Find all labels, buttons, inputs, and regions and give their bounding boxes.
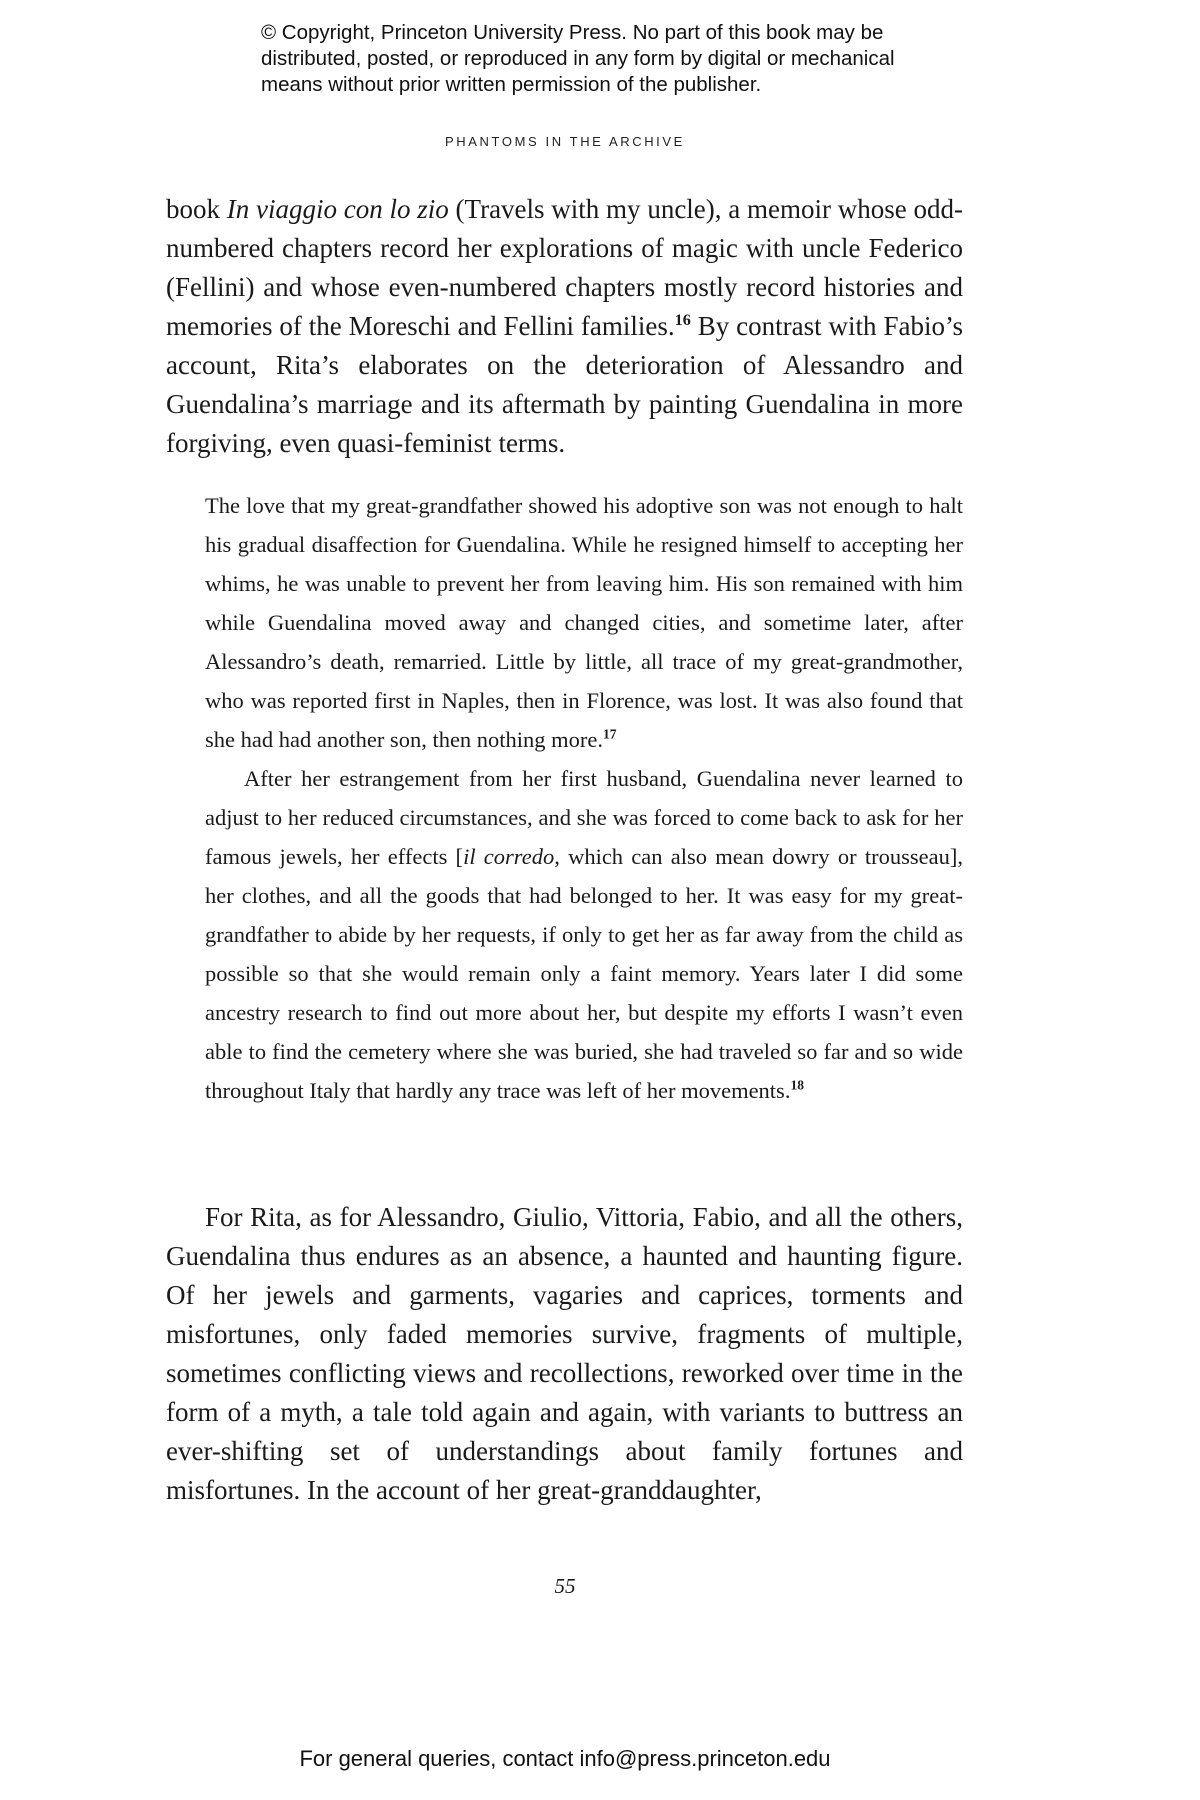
italic-term: il corredo [463, 844, 555, 869]
footer-contact: For general queries, contact info@press.princeton.edu [299, 1746, 831, 1771]
running-head: PHANTOMS IN THE ARCHIVE [445, 134, 685, 149]
text: After her estrangement from her first husband, Guendalina never learned to adjust to her reduced circumstances, and she was forced to come back to ask for her famous jewels, her effects [ [205, 766, 963, 869]
copyright-notice: © Copyright, Princeton University Press. No part of this book may be distributed, posted, or reproduced in any form by digital or mechanical means without prior written permission of the publisher. [261, 21, 895, 96]
block-quote [205, 486, 963, 1110]
body-paragraph-1 [166, 190, 963, 463]
text: (Travels with my uncle), a memoir whose odd-numbered chapters record her explorations of magic with uncle Federico (Fellini) and whose even-numbered chapters mostly record histories and memories of the Moreschi and Fellini families. [166, 194, 963, 341]
text: book [166, 194, 227, 224]
book-title: In viaggio con lo zio [226, 194, 449, 224]
text: For Rita, as for Alessandro, Giulio, Vittoria, Fabio, and all the others, Guendalina thus endures as an absence, a haunted and haunting figure. Of her jewels and garments, vagaries and caprices, torments and misfortunes, only faded memories survive, fragments of multiple, sometimes conflicting views and recollections, reworked over time in the form of a myth, a tale told again and again, with variants to buttress an ever-shifting set of understandings about family fortunes and misfortunes. In the account of her great-granddaughter, [166, 1202, 963, 1505]
text: , which can also mean dowry or trousseau], her clothes, and all the goods that had belonged to her. It was easy for my great-grandfather to abide by her requests, if only to get her as far away from the child as possible so that she would remain only a faint memory. Years later I did some ancestry research to find out more about her, but despite my efforts I wasn’t even able to find the cemetery where she was buried, she had traveled so far and so wide throughout Italy that hardly any trace was left of her movements. [205, 844, 963, 1103]
footnote-ref-17[interactable]: 17 [603, 726, 617, 742]
body-paragraph-2 [166, 1198, 963, 1510]
text: The love that my great-grandfather showed his adoptive son was not enough to halt his gradual disaffection for Guendalina. While he resigned himself to accepting her whims, he was unable to prevent her from leaving him. His son remained with him while Guendalina moved away and changed cities, and sometime later, after Alessandro’s death, remarried. Little by little, all trace of my great-grandmother, who was reported first in Naples, then in Florence, was lost. It was also found that she had had another son, then nothing more. [205, 493, 963, 752]
quote-paragraph-1 [205, 486, 963, 759]
quote-paragraph-2 [205, 759, 963, 1110]
footnote-ref-16[interactable]: 16 [674, 311, 691, 329]
page-number: 55 [554, 1574, 576, 1598]
text: By contrast with Fabio’s account, Rita’s elaborates on the deterioration of Alessandro and Guendalina’s marriage and its aftermath by painting Guendalina in more forgiving, even quasi-feminist terms. [166, 311, 963, 458]
footnote-ref-18[interactable]: 18 [790, 1077, 804, 1093]
